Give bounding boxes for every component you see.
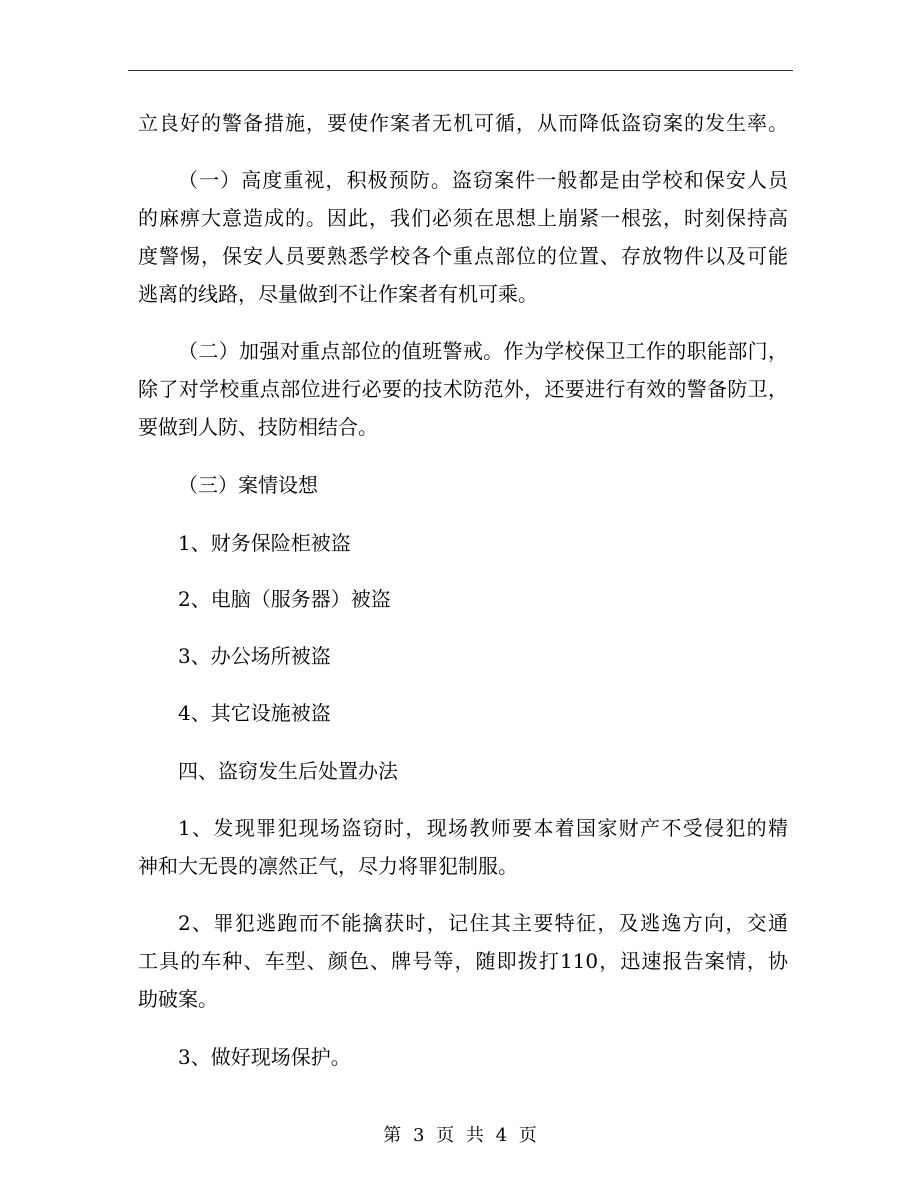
text-line: 工具的车种、车型、颜色、牌号等，随即拨打110，迅速报告案情，协 — [138, 949, 788, 973]
text-line: 神和大无畏的凛然正气，尽力将罪犯制服。 — [138, 854, 518, 878]
text-line: 立良好的警备措施，要使作案者无机可循，从而降低盗窃案的发生率。 — [138, 111, 788, 135]
text-line: 逃离的线路，尽量做到不让作案者有机可乘。 — [138, 282, 538, 306]
page-footer: 第 3 页 共 4 页 — [383, 1125, 537, 1146]
text-line: 助破案。 — [138, 987, 218, 1011]
text-line: 4、其它设施被盗 — [178, 701, 331, 725]
text-line: （二）加强对重点部位的值班警戒。作为学校保卫工作的职能部门， — [178, 339, 788, 363]
text-line: （一）高度重视，积极预防。盗窃案件一般都是由学校和保安人员 — [178, 168, 788, 192]
text-line: 要做到人防、技防相结合。 — [138, 415, 378, 439]
text-line: （三）案情设想 — [178, 473, 318, 497]
text-line: 1、发现罪犯现场盗窃时，现场教师要本着国家财产不受侵犯的精 — [178, 816, 788, 840]
text-line: 除了对学校重点部位进行必要的技术防范外，还要进行有效的警备防卫， — [138, 377, 788, 401]
text-line: 1、财务保险柜被盗 — [178, 531, 351, 555]
text-line: 2、罪犯逃跑而不能擒获时，记住其主要特征，及逃逸方向，交通 — [178, 911, 788, 935]
text-line: 3、办公场所被盗 — [178, 644, 331, 668]
header-rule — [128, 70, 793, 71]
text-line: 3、做好现场保护。 — [178, 1045, 351, 1069]
text-line: 四、盗窃发生后处置办法 — [178, 759, 398, 783]
text-line: 的麻痹大意造成的。因此，我们必须在思想上崩紧一根弦，时刻保持高 — [138, 206, 788, 230]
text-line: 度警惕，保安人员要熟悉学校各个重点部位的位置、存放物件以及可能 — [138, 244, 788, 268]
text-line: 2、电脑（服务器）被盗 — [178, 587, 391, 611]
